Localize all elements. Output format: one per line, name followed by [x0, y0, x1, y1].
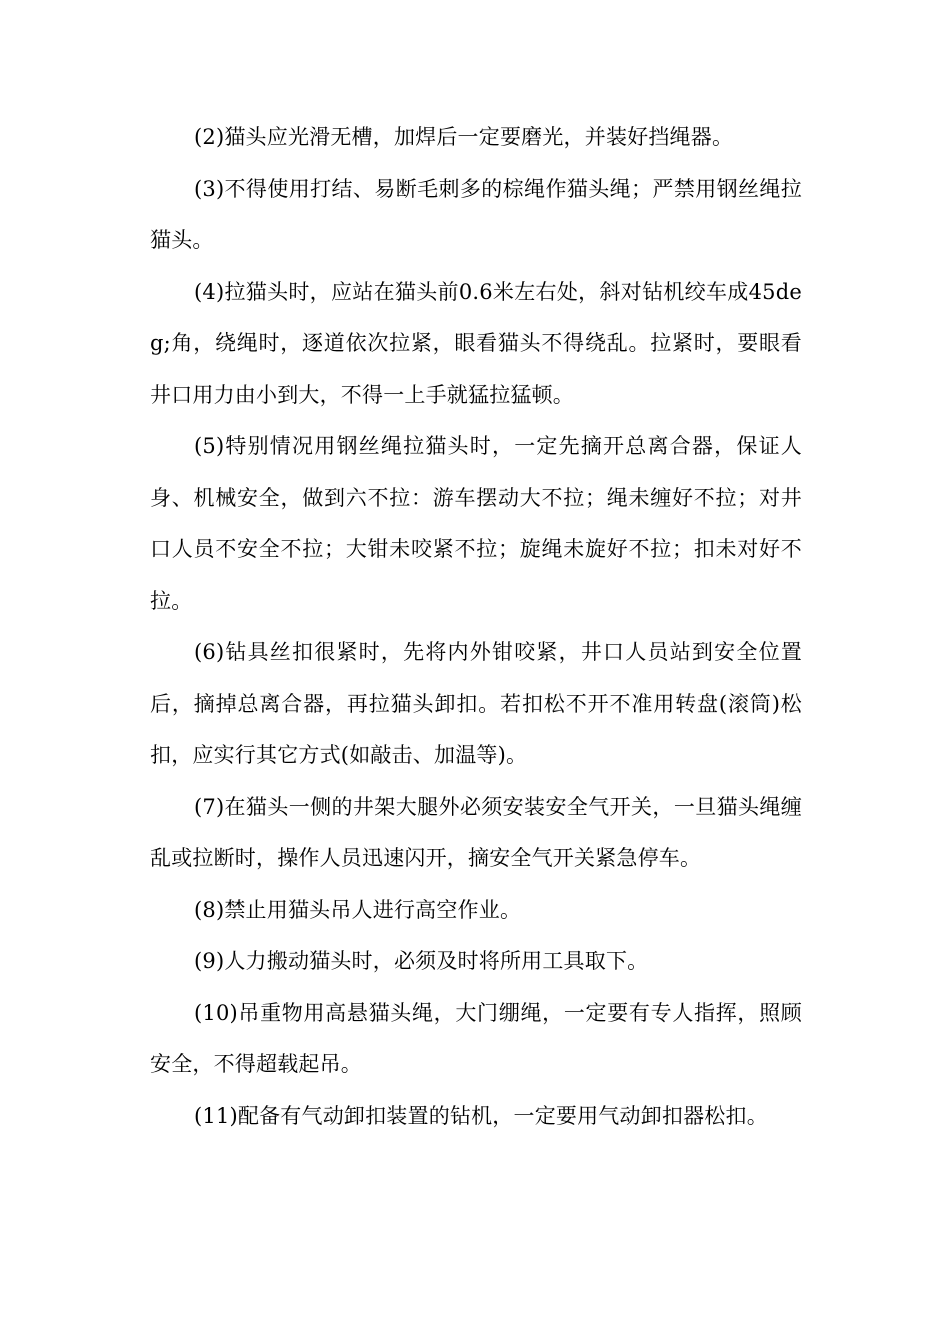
- paragraph-item-6: (6)钻具丝扣很紧时，先将内外钳咬紧，井口人员站到安全位置后，摘掉总离合器，再拉猫头卸扣。若扣松不开不准用转盘(滚筒)松扣，应实行其它方式(如敲击、加温等)。: [150, 640, 802, 767]
- paragraph-item-8: (8)禁止用猫头吊人进行高空作业。: [194, 897, 522, 922]
- paragraph-item-2: (2)猫头应光滑无槽，加焊后一定要磨光，并装好挡绳器。: [194, 125, 734, 149]
- paragraph-item-9: (9)人力搬动猫头时，必须及时将所用工具取下。: [194, 949, 649, 973]
- paragraph-item-10: (10)吊重物用高悬猫头绳，大门绷绳，一定要有专人指挥，照顾安全，不得超载起吊。: [150, 1000, 802, 1076]
- paragraph-item-11: (11)配备有气动卸扣装置的钻机，一定要用气动卸扣器松扣。: [194, 1103, 768, 1128]
- paragraph-item-3: (3)不得使用打结、易断毛刺多的棕绳作猫头绳；严禁用钢丝绳拉猫头。: [150, 176, 802, 252]
- paragraph-item-4: (4)拉猫头时，应站在猫头前0.6米左右处，斜对钻机绞车成45deg;角，绕绳时，逐道依次拉紧，眼看猫头不得绕乱。拉紧时，要眼看井口用力由小到大，不得一上手就猛拉猛顿。: [150, 279, 802, 407]
- paragraph-item-5: (5)特别情况用钢丝绳拉猫头时，一定先摘开总离合器，保证人身、机械安全，做到六不拉：游车摆动大不拉；绳未缠好不拉；对井口人员不安全不拉；大钳未咬紧不拉；旋绳未旋好不拉；扣未对好不拉。: [150, 434, 802, 613]
- document-body: [150, 112, 802, 1142]
- paragraph-item-7: (7)在猫头一侧的井架大腿外必须安装安全气开关，一旦猫头绳缠乱或拉断时，操作人员迅速闪开，摘安全气开关紧急停车。: [150, 794, 802, 870]
